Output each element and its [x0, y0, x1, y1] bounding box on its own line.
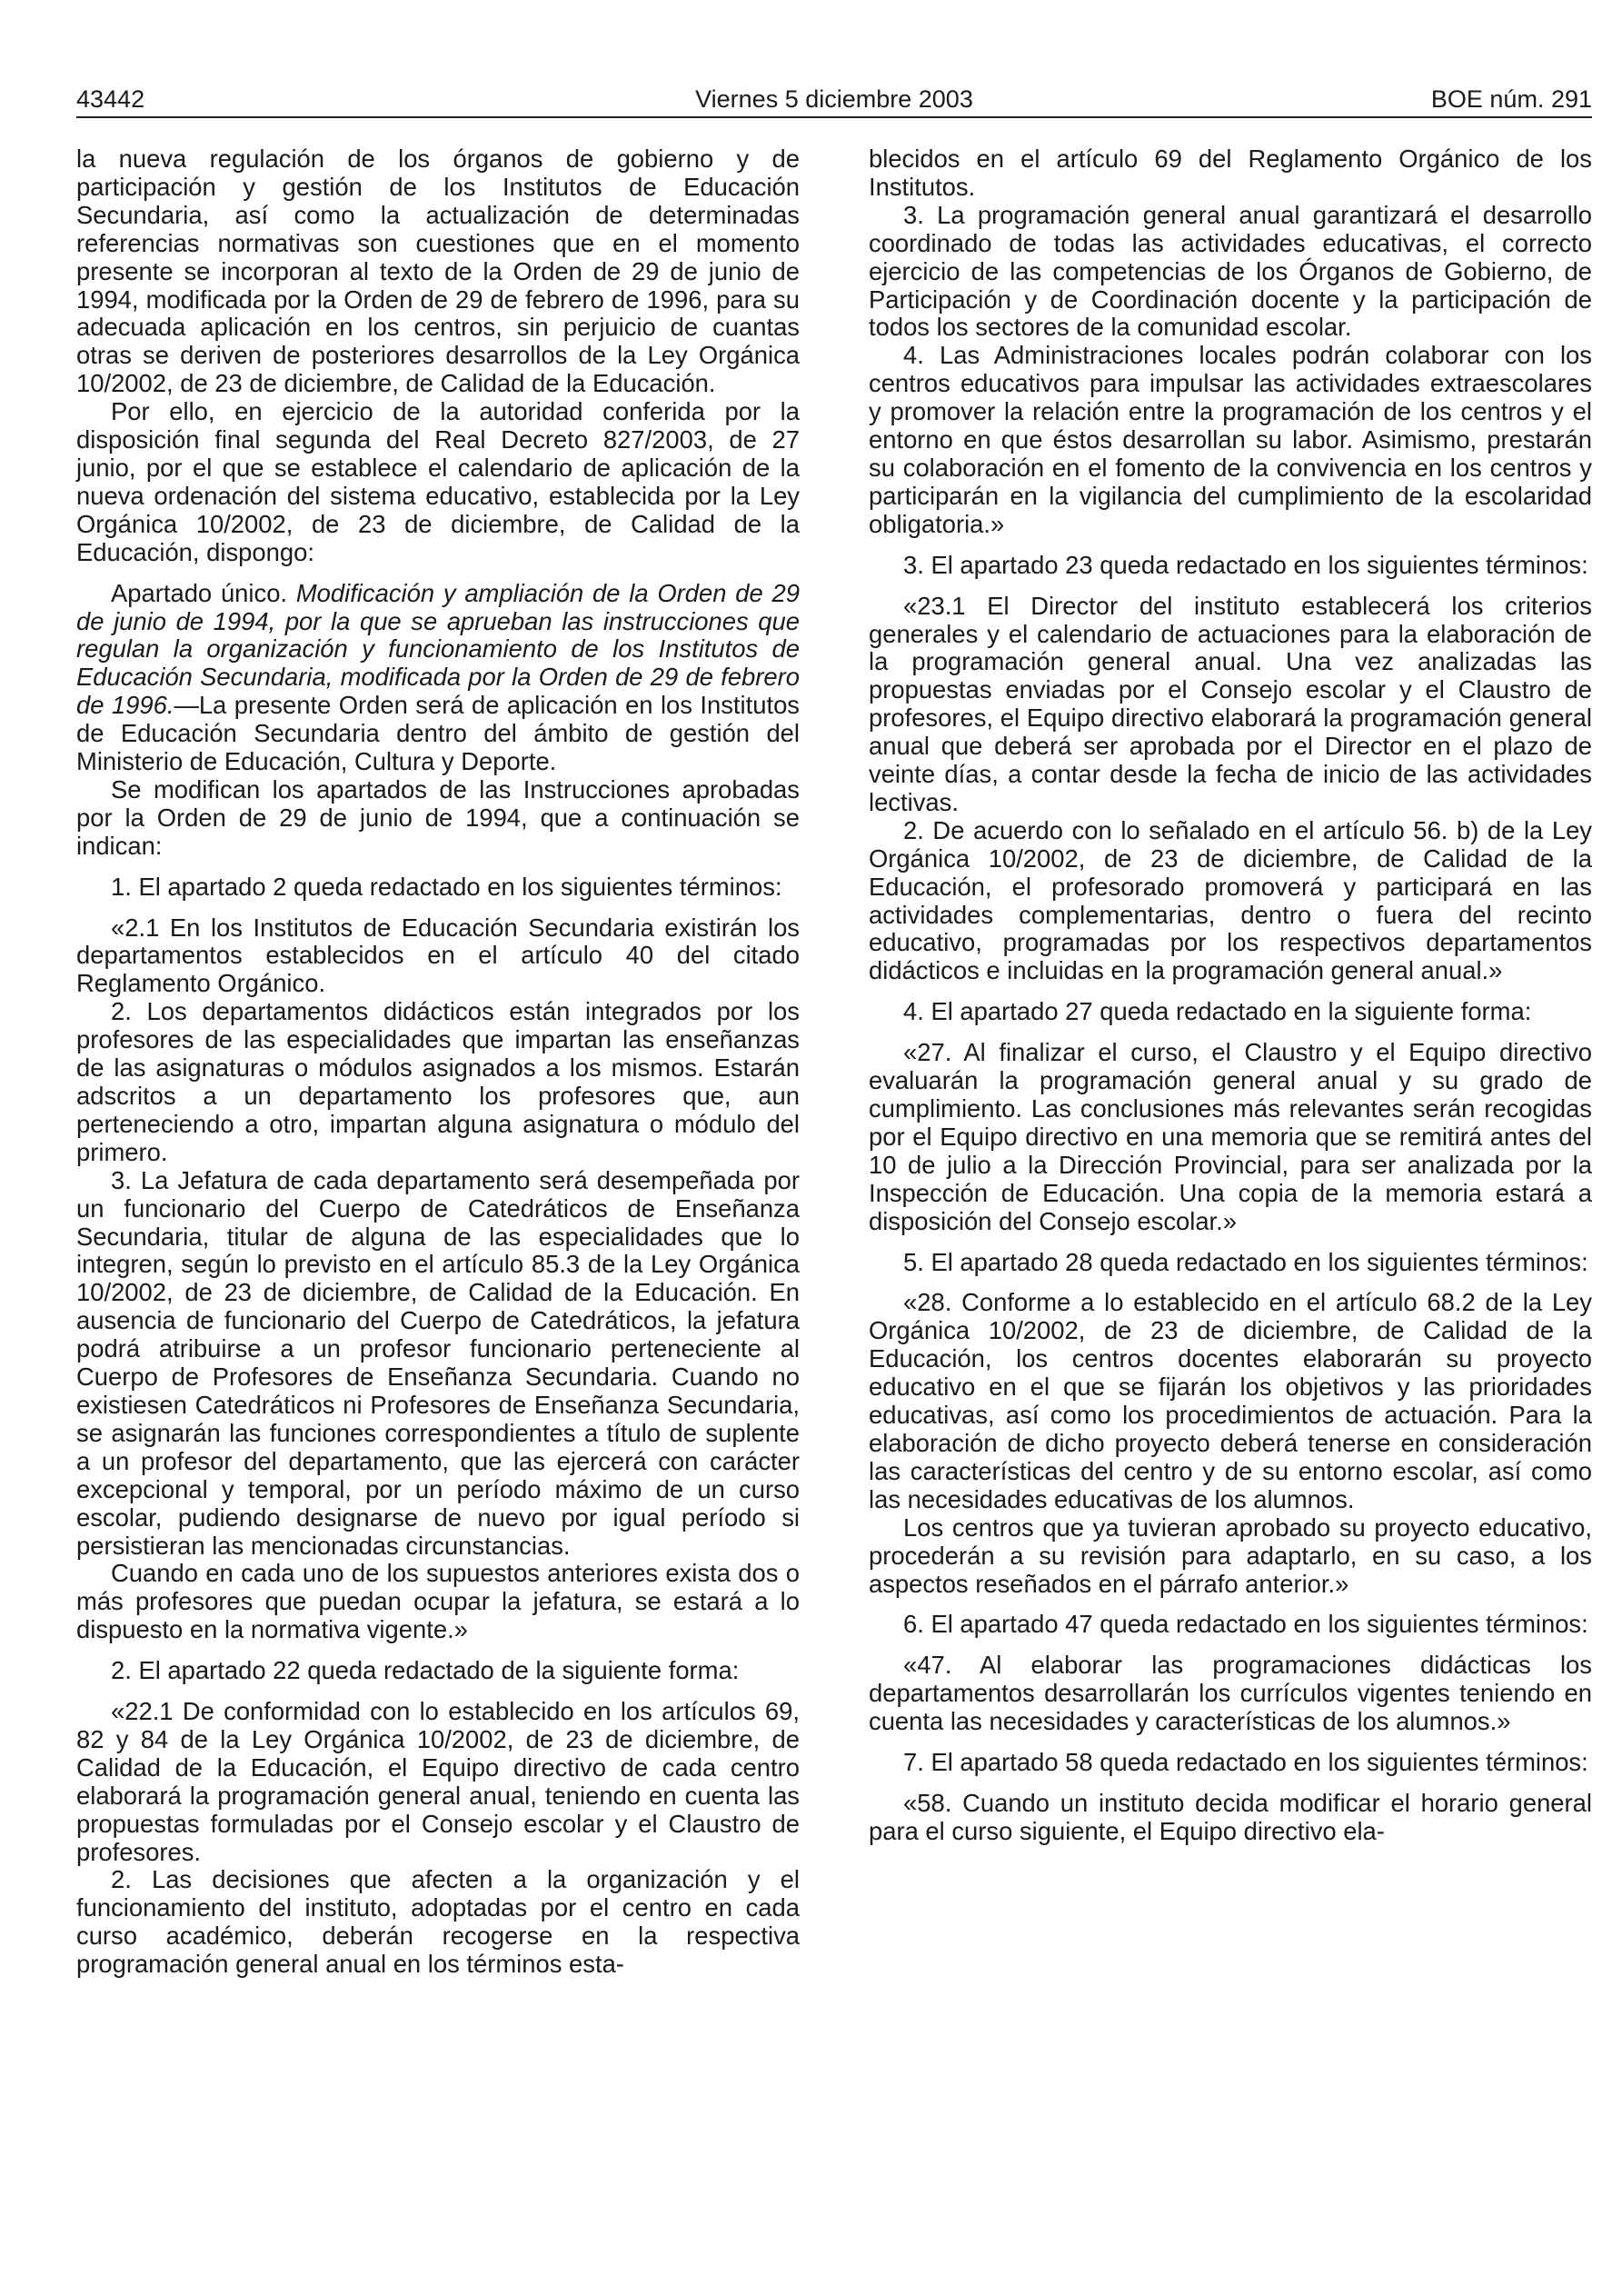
- paragraph: 4. Las Administraciones locales podrán colaborar con los centros educativos para impulsar las actividades extraescolares y promover la relación entre la programación de los centros y el entorno en que éstos desarrollan su labor. Asimismo, prestarán su colaboración en el fomento de la convivencia en los centros y participarán en la vigilancia del cumplimiento de la escolaridad obligatoria.»: [869, 341, 1592, 538]
- paragraph-heading: 6. El apartado 47 queda redactado en los siguientes términos:: [903, 1610, 1588, 1639]
- section-title: Modificación y ampliación de la Orden de 29 de junio de 1994, por la que se aprueban las instrucciones que regulan la organización y funcionamiento de los Institutos de Educación Secundaria, modificada por la Orden de 29 de febrero de 1996.: [76, 578, 800, 720]
- paragraph: «2.1 En los Institutos de Educación Secundaria existirán los departamentos establecidos en el artículo 40 del citado Reglamento Orgánico.: [76, 913, 800, 998]
- paragraph: Se modifican los apartados de las Instrucciones aprobadas por la Orden de 29 de junio de 1994, que a continuación se indican:: [76, 774, 800, 860]
- paragraph: 2. Los departamentos didácticos están integrados por los profesores de las especialidades que impartan las enseñanzas de las asignaturas o módulos asignados a los mismos. Estarán adscritos a un departamento los profesores que, aun perteneciendo a otro, impartan alguna asignatura o módulo del primero.: [76, 997, 800, 1166]
- paragraph-apartado-unico: [76, 580, 800, 776]
- paragraph: 3. La Jefatura de cada departamento será desempeñada por un funcionario del Cuerpo de Catedráticos de Enseñanza Secundaria, titular de alguna de las especialidades que lo integren, según lo previsto en el artículo 85.3 de la Ley Orgánica 10/2002, de 23 de diciembre, de Calidad de la Educación. En ausencia de funcionario del Cuerpo de Catedráticos, la jefatura podrá atribuirse a un profesor funcionario perteneciente al Cuerpo de Profesores de Enseñanza Secundaria. Cuando no existiesen Catedráticos ni Profesores de Enseñanza Secundaria, se asignarán las funciones correspondientes a título de suplente a un profesor del departamento, que las ejercerá con carácter excepcional y temporal, por un período máximo de un curso escolar, pudiendo designarse de nuevo por igual período si persistieran las mencionadas circunstancias.: [76, 1165, 800, 1560]
- paragraph: blecidos en el artículo 69 del Reglamento Orgánico de los Institutos.: [869, 145, 1592, 201]
- paragraph-heading: 1. El apartado 2 queda redactado en los siguientes términos:: [111, 872, 782, 901]
- paragraph: 3. La programación general anual garantizará el desarrollo coordinado de todas las actividades educativas, el correcto ejercicio de las competencias de los Órganos de Gobierno, de Participación y de Coordinación docente y la participación de todos los sectores de la comunidad escolar.: [869, 200, 1592, 342]
- paragraph: Cuando en cada uno de los supuestos anteriores exista dos o más profesores que puedan ocupar la jefatura, se estará a lo dispuesto en la normativa vigente.»: [76, 1559, 800, 1644]
- paragraph: «27. Al finalizar el curso, el Claustro y el Equipo directivo evaluarán la programación general anual y su grado de cumplimiento. Las conclusiones más relevantes serán recogidas por el Equipo directivo en una memoria que se remitirá antes del 10 de julio a la Dirección Provincial, para ser analizada por la Inspección de Educación. Una copia de la memoria estará a disposición del Consejo escolar.»: [869, 1038, 1592, 1235]
- paragraph-heading: 3. El apartado 23 queda redactado en los siguientes términos:: [903, 550, 1588, 579]
- paragraph: «58. Cuando un instituto decida modificar el horario general para el curso siguiente, el Equipo directivo ela-: [869, 1788, 1592, 1845]
- paragraph: 2. De acuerdo con lo señalado en el artículo 56. b) de la Ley Orgánica 10/2002, de 23 de diciembre, de Calidad de la Educación, el profesorado promoverá y participará en las actividades complementarias, dentro o fuera del recinto educativo, programadas por los respectivos departamentos didácticos e incluidas en la programación general anual.»: [869, 815, 1592, 985]
- paragraph: 2. Las decisiones que afecten a la organización y el funcionamiento del instituto, adoptadas por el centro en cada curso académico, deberán recogerse en la respectiva programación general anual en los términos esta-: [76, 1865, 800, 1979]
- paragraph: Los centros que ya tuvieran aprobado su proyecto educativo, procederán a su revisión para adaptarlo, en su caso, a los aspectos reseñados en el párrafo anterior.»: [869, 1512, 1592, 1598]
- page-header: [76, 84, 1592, 118]
- left-column: [76, 145, 800, 1979]
- right-column: [869, 145, 1592, 1846]
- paragraph-heading: 7. El apartado 58 queda redactado en los siguientes términos:: [903, 1748, 1588, 1777]
- section-text: —La presente Orden será de aplicación en los Institutos de Educación Secundaria dentro del ámbito de gestión del Ministerio de Educación, Cultura y Deporte.: [76, 691, 800, 776]
- paragraph: «22.1 De conformidad con lo establecido en los artículos 69, 82 y 84 de la Ley Orgánica 10/2002, de 23 de diciembre, de Calidad de la Educación, el Equipo directivo de cada centro elaborará la programación general anual, teniendo en cuenta las propuestas formuladas por el Consejo escolar y el Claustro de profesores.: [76, 1697, 800, 1866]
- paragraph: Por ello, en ejercicio de la autoridad conferida por la disposición final segunda del Real Decreto 827/2003, de 27 junio, por el que se establece el calendario de aplicación de la nueva ordenación del sistema educativo, establecida por la Ley Orgánica 10/2002, de 23 de diciembre, de Calidad de la Educación, dispongo:: [76, 397, 800, 566]
- paragraph: «28. Conforme a lo establecido en el artículo 68.2 de la Ley Orgánica 10/2002, de 23 de diciembre, de Calidad de la Educación, los centros docentes elaborarán su proyecto educativo en el que se fijarán los objetivos y las prioridades educativas, así como los procedimientos de actuación. Para la elaboración de dicho proyecto deberá tenerse en consideración las características del centro y de su entorno escolar, así como las necesidades educativas de los alumnos.: [869, 1288, 1592, 1513]
- paragraph: la nueva regulación de los órganos de gobierno y de participación y gestión de los Institutos de Educación Secundaria, así como la actualización de determinadas referencias normativas son cuestiones que en el momento presente se incorporan al texto de la Orden de 29 de junio de 1994, modificada por la Orden de 29 de febrero de 1996, para su adecuada aplicación en los centros, sin perjuicio de cuantas otras se deriven de posteriores desarrollos de la Ley Orgánica 10/2002, de 23 de diciembre, de Calidad de la Educación.: [76, 145, 800, 398]
- journal-issue: BOE núm. 291: [1430, 85, 1592, 113]
- paragraph-heading: 2. El apartado 22 queda redactado de la siguiente forma:: [111, 1656, 740, 1685]
- issue-date: Viernes 5 diciembre 2003: [695, 85, 973, 113]
- paragraph: «47. Al elaborar las programaciones didácticas los departamentos desarrollarán los currículos vigentes teniendo en cuenta las necesidades y características de los alumnos.»: [869, 1651, 1592, 1736]
- section-label: Apartado único.: [111, 578, 288, 607]
- page-number: 43442: [76, 85, 145, 113]
- paragraph-heading: 5. El apartado 28 queda redactado en los siguientes términos:: [903, 1247, 1588, 1276]
- paragraph-heading: 4. El apartado 27 queda redactado en la siguiente forma:: [903, 997, 1532, 1026]
- paragraph: «23.1 El Director del instituto establecerá los criterios generales y el calendario de actuaciones para la elaboración de la programación general anual. Una vez analizadas las propuestas enviadas por el Consejo escolar y el Claustro de profesores, el Equipo directivo elaborará la programación general anual que deberá ser aprobada por el Director en el plazo de veinte días, a contar desde la fecha de inicio de las actividades lectivas.: [869, 591, 1592, 816]
